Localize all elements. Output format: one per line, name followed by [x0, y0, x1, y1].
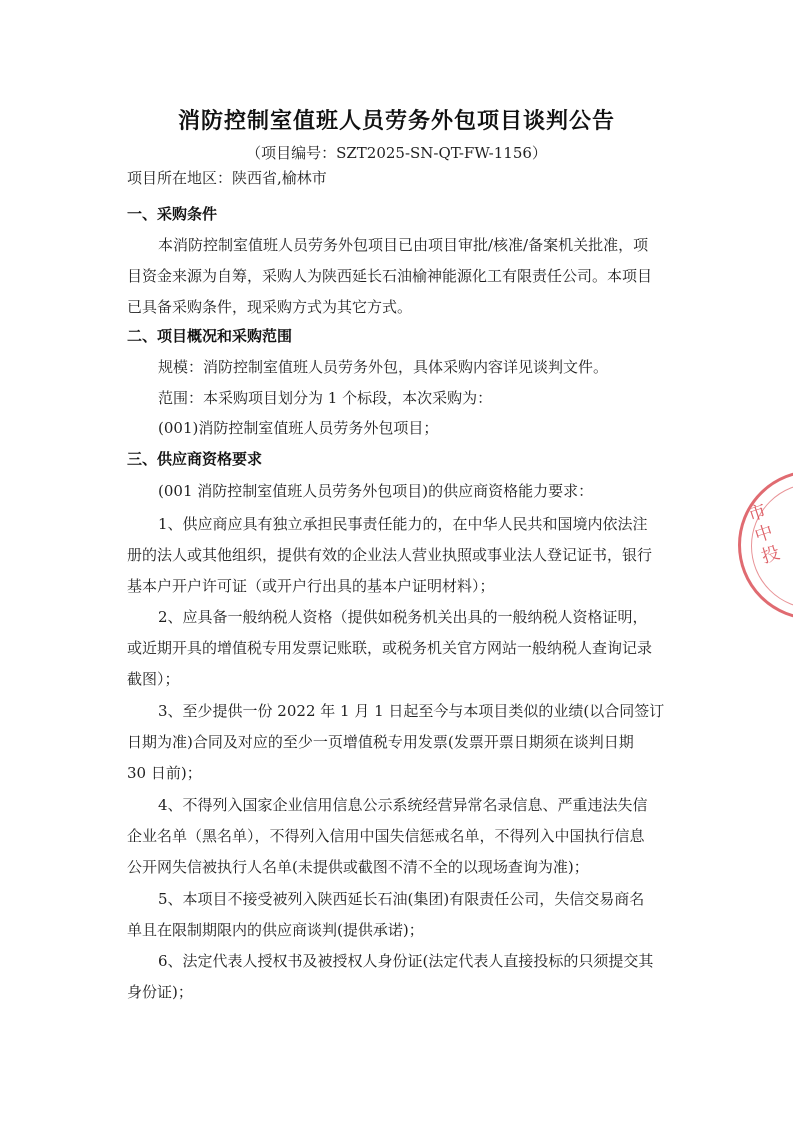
project-number: （项目编号：SZT2025-SN-QT-FW-1156）	[246, 144, 547, 162]
paragraph-line: (001 消防控制室值班人员劳务外包项目)的供应商资格能力要求：	[158, 482, 594, 500]
requirement-4-line: 公开网失信被执行人名单(未提供或截图不清不全的以现场查询为准)；	[127, 858, 589, 876]
requirement-1-line: 1、供应商应具有独立承担民事责任能力的，在中华人民共和国境内依法注	[158, 515, 648, 533]
requirement-5-line: 5、本项目不接受被列入陕西延长石油(集团)有限责任公司，失信交易商名	[158, 890, 645, 908]
requirement-4-line: 4、不得列入国家企业信用信息公示系统经营异常名录信息、严重违法失信	[158, 796, 648, 814]
official-seal-stamp	[738, 470, 793, 620]
paragraph-line: 规模：消防控制室值班人员劳务外包，具体采购内容详见谈判文件。	[158, 358, 609, 376]
paragraph-line: 已具备采购条件，现采购方式为其它方式。	[127, 298, 413, 316]
section-heading-procurement-conditions: 一、采购条件	[127, 205, 218, 223]
requirement-1-line: 册的法人或其他组织，提供有效的企业法人营业执照或事业法人登记证书，银行	[127, 546, 653, 564]
requirement-3-line: 3、至少提供一份 2022 年 1 月 1 日起至今与本项目类似的业绩(以合同签订	[158, 702, 665, 720]
requirement-2-line: 2、应具备一般纳税人资格（提供如税务机关出具的一般纳税人资格证明，	[158, 608, 648, 626]
requirement-2-line: 或近期开具的增值税专用发票记账联，或税务机关官方网站一般纳税人查询记录	[127, 639, 653, 657]
section-heading-supplier-qualifications: 三、供应商资格要求	[127, 450, 263, 468]
requirement-2-line: 截图）；	[127, 670, 180, 688]
seal-text: 市中投	[745, 500, 783, 568]
paragraph-line: (001)消防控制室值班人员劳务外包项目；	[158, 419, 439, 437]
paragraph-line: 本消防控制室值班人员劳务外包项目已由项目审批/核准/备案机关批准，项	[158, 236, 649, 254]
requirement-4-line: 企业名单（黑名单），不得列入信用中国失信惩戒名单，不得列入中国执行信息	[127, 827, 645, 845]
document-title: 消防控制室值班人员劳务外包项目谈判公告	[177, 108, 615, 134]
requirement-6-line: 6、法定代表人授权书及被授权人身份证(法定代表人直接投标的只须提交其	[158, 952, 654, 970]
paragraph-line: 范围：本采购项目划分为 1 个标段，本次采购为：	[158, 389, 493, 407]
requirement-3-line: 30 日前)；	[127, 764, 202, 782]
requirement-3-line: 日期为准)合同及对应的至少一页增值税专用发票(发票开票日期须在谈判日期	[127, 733, 634, 751]
project-location: 项目所在地区：陕西省,榆林市	[127, 169, 327, 187]
section-heading-project-overview: 二、项目概况和采购范围	[127, 327, 293, 345]
paragraph-line: 目资金来源为自筹，采购人为陕西延长石油榆神能源化工有限责任公司。本项目	[127, 267, 653, 285]
requirement-1-line: 基本户开户许可证（或开户行出具的基本户证明材料）；	[127, 577, 495, 595]
requirement-6-line: 身份证)；	[127, 983, 193, 1001]
requirement-5-line: 单且在限制期限内的供应商谈判(提供承诺)；	[127, 921, 424, 939]
